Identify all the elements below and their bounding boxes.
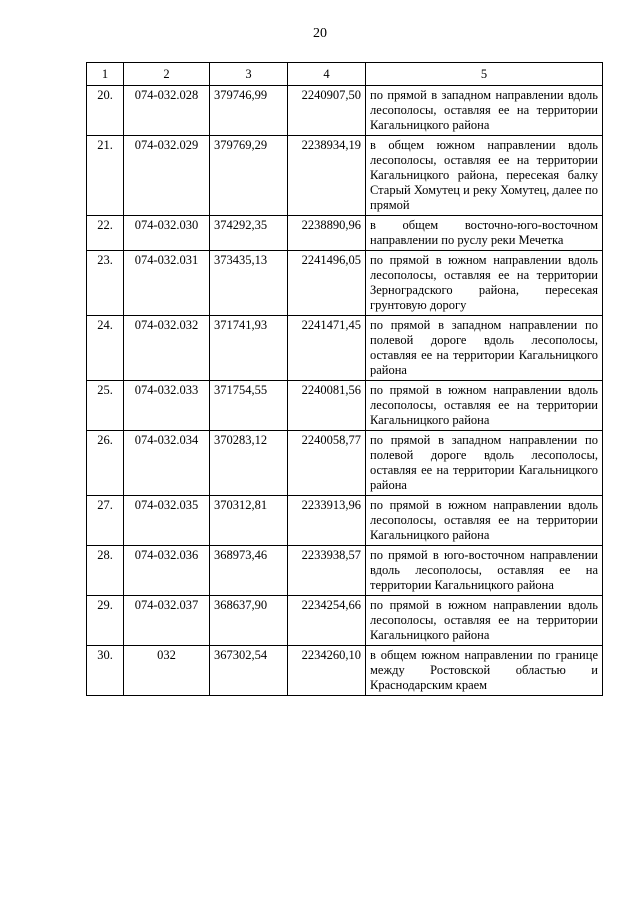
row-number: 24. (87, 316, 124, 381)
coordinate-x: 371741,93 (210, 316, 288, 381)
table-body (87, 86, 603, 696)
row-number: 28. (87, 546, 124, 596)
table-row (87, 546, 603, 596)
boundary-description: по прямой в южном направлении вдоль лесополосы, оставляя ее на территории Кагальницкого района (366, 496, 603, 546)
table-row (87, 646, 603, 696)
header-col-1: 1 (87, 63, 124, 86)
coordinate-y: 2241471,45 (288, 316, 366, 381)
point-id: 074-032.034 (124, 431, 210, 496)
table-row (87, 216, 603, 251)
table-header (87, 63, 603, 86)
point-id: 074-032.033 (124, 381, 210, 431)
table-row (87, 496, 603, 546)
point-id: 074-032.037 (124, 596, 210, 646)
row-number: 20. (87, 86, 124, 136)
coordinate-y: 2234254,66 (288, 596, 366, 646)
point-id: 074-032.029 (124, 136, 210, 216)
boundary-description: по прямой в южном направлении вдоль лесополосы, оставляя ее на территории Кагальницкого района (366, 596, 603, 646)
coordinate-y: 2238934,19 (288, 136, 366, 216)
coordinate-y: 2241496,05 (288, 251, 366, 316)
point-id: 074-032.028 (124, 86, 210, 136)
boundary-description: по прямой в западном направлении по полевой дороге вдоль лесополосы, оставляя ее на территории Кагальницкого района (366, 316, 603, 381)
point-id: 074-032.031 (124, 251, 210, 316)
header-row (87, 63, 603, 86)
row-number: 25. (87, 381, 124, 431)
table-row (87, 136, 603, 216)
point-id: 074-032.030 (124, 216, 210, 251)
coordinate-x: 370283,12 (210, 431, 288, 496)
boundary-description: в общем южном направлении вдоль лесополосы, оставляя ее на территории Кагальницкого района, пересекая балку Старый Хомутец и реку Хомутец, далее по прямой (366, 136, 603, 216)
row-number: 30. (87, 646, 124, 696)
boundary-description: в общем южном направлении по границе между Ростовской областью и Краснодарским краем (366, 646, 603, 696)
header-col-4: 4 (288, 63, 366, 86)
row-number: 22. (87, 216, 124, 251)
table-row (87, 596, 603, 646)
coordinate-y: 2233938,57 (288, 546, 366, 596)
table-row (87, 251, 603, 316)
coordinate-x: 370312,81 (210, 496, 288, 546)
table-row (87, 381, 603, 431)
row-number: 29. (87, 596, 124, 646)
point-id: 032 (124, 646, 210, 696)
boundary-description: в общем восточно-юго-восточном направлении по руслу реки Мечетка (366, 216, 603, 251)
coordinate-x: 371754,55 (210, 381, 288, 431)
coordinate-y: 2240907,50 (288, 86, 366, 136)
coordinate-x: 368637,90 (210, 596, 288, 646)
boundary-points-table (86, 62, 603, 696)
boundary-description: по прямой в юго-восточном направлении вдоль лесополосы, оставляя ее на территории Кагальницкого района (366, 546, 603, 596)
table-row (87, 86, 603, 136)
header-col-3: 3 (210, 63, 288, 86)
page-number: 20 (313, 26, 327, 41)
row-number: 21. (87, 136, 124, 216)
coordinate-y: 2234260,10 (288, 646, 366, 696)
coordinate-y: 2233913,96 (288, 496, 366, 546)
table-row (87, 316, 603, 381)
point-id: 074-032.032 (124, 316, 210, 381)
coordinate-x: 379769,29 (210, 136, 288, 216)
header-col-2: 2 (124, 63, 210, 86)
point-id: 074-032.035 (124, 496, 210, 546)
boundary-description: по прямой в южном направлении вдоль лесополосы, оставляя ее на территории Зерноградского района, пересекая грунтовую дорогу (366, 251, 603, 316)
header-col-5: 5 (366, 63, 603, 86)
coordinate-x: 374292,35 (210, 216, 288, 251)
boundary-description: по прямой в южном направлении вдоль лесополосы, оставляя ее на территории Кагальницкого района (366, 381, 603, 431)
row-number: 27. (87, 496, 124, 546)
boundary-description: по прямой в западном направлении по полевой дороге вдоль лесополосы, оставляя ее на территории Кагальницкого района (366, 431, 603, 496)
coordinate-x: 368973,46 (210, 546, 288, 596)
row-number: 26. (87, 431, 124, 496)
coordinate-y: 2240081,56 (288, 381, 366, 431)
coordinate-y: 2238890,96 (288, 216, 366, 251)
coordinate-x: 379746,99 (210, 86, 288, 136)
coordinate-y: 2240058,77 (288, 431, 366, 496)
coordinate-x: 373435,13 (210, 251, 288, 316)
boundary-description: по прямой в западном направлении вдоль лесополосы, оставляя ее на территории Кагальницкого района (366, 86, 603, 136)
table-row (87, 431, 603, 496)
point-id: 074-032.036 (124, 546, 210, 596)
coordinate-x: 367302,54 (210, 646, 288, 696)
row-number: 23. (87, 251, 124, 316)
